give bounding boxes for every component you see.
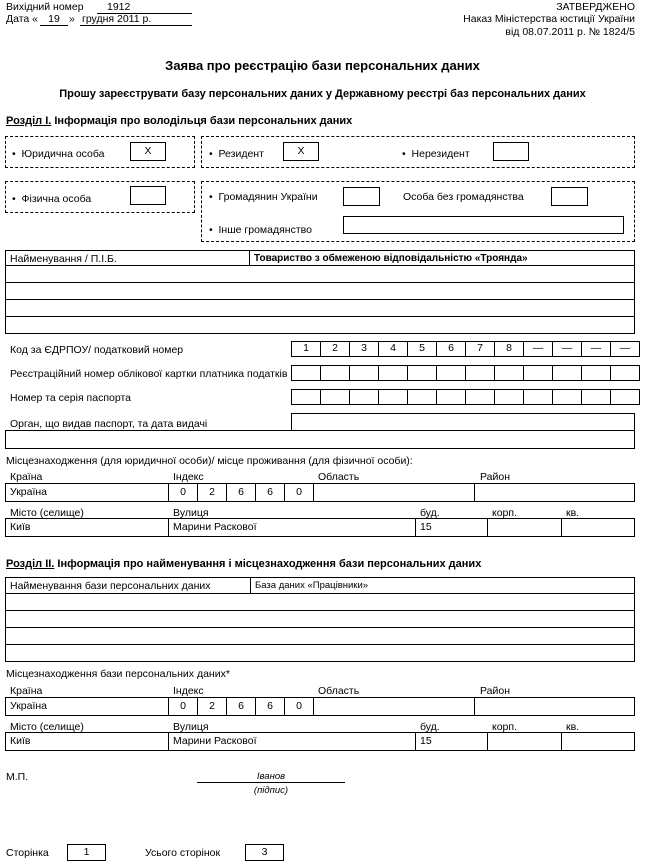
index-label: Індекс [173,685,204,697]
date-mid: » [69,13,75,25]
date-month-year: грудня 2011 р. [80,13,192,26]
db-name-label: Найменування бази персональних даних [10,580,211,592]
order-line-2: від 08.07.2011 р. № 1824/5 [505,26,635,38]
section2-heading [6,558,481,570]
district-value[interactable] [474,697,635,716]
index-label: Індекс [173,471,204,483]
city-label: Місто (селище) [10,507,84,519]
passport-digit[interactable] [552,389,582,405]
tax-card-digit[interactable] [465,365,495,381]
edrpou-digit[interactable]: 6 [436,341,466,357]
other-citizenship-input[interactable] [343,216,624,234]
edrpou-label: Код за ЄДРПОУ/ податковий номер [10,344,184,356]
section1-heading [6,115,352,127]
city-value[interactable]: Київ [5,732,169,751]
nonresident-label: • Нерезидент [402,148,470,160]
name-label: Найменування / П.І.Б. [10,253,117,265]
outgoing-number-label: Вихідний номер [6,1,84,13]
passport-digit[interactable] [523,389,553,405]
other-citizenship-label: • Інше громадянство [209,224,312,236]
section1-heading-text: Інформація про володільця бази персональних даних [54,115,353,127]
page-number-label: Сторінка [6,847,49,859]
passport-digit[interactable] [494,389,524,405]
passport-digit[interactable] [291,389,321,405]
legal-person-label: • Юридична особа [12,148,105,160]
tax-card-digit[interactable] [378,365,408,381]
edrpou-digit[interactable]: — [523,341,553,357]
country-value[interactable]: Україна [5,483,169,502]
db-name-row-4[interactable] [5,627,635,645]
passport-digit[interactable] [436,389,466,405]
citizen-label: • Громадянин України [209,191,318,203]
passport-issuer-input[interactable] [291,413,635,431]
index-digit[interactable]: 2 [197,697,227,716]
index-digit[interactable]: 0 [168,697,198,716]
stateless-checkbox[interactable] [551,187,588,206]
individual-checkbox[interactable] [130,186,166,205]
name-extra-row-2[interactable] [5,282,635,300]
db-name-label-cell [5,577,251,594]
tax-card-digit[interactable] [494,365,524,381]
korp-label: корп. [492,721,517,733]
approved-label: ЗАТВЕРДЖЕНО [556,1,635,13]
passport-digit[interactable] [349,389,379,405]
korp-value[interactable] [487,732,562,751]
individual-label: • Фізична особа [12,193,92,205]
total-pages-value[interactable]: 3 [245,844,284,861]
apt-label: кв. [566,507,580,519]
region-label: Область [318,685,360,697]
name-label-cell [5,250,250,266]
index-digit[interactable]: 2 [197,483,227,502]
section2-heading-prefix: Розділ ІІ. [6,558,55,570]
db-name-row-2[interactable] [5,593,635,611]
index-digit[interactable]: 6 [226,697,256,716]
resident-text: Резидент [218,148,264,160]
index-digit[interactable]: 6 [226,483,256,502]
tax-card-digit[interactable] [407,365,437,381]
passport-issuer-row-2[interactable] [5,430,635,449]
building-value[interactable]: 15 [415,518,488,537]
edrpou-digit[interactable]: 8 [494,341,524,357]
edrpou-digit[interactable]: 5 [407,341,437,357]
region-value[interactable] [313,697,475,716]
index-digit[interactable]: 6 [255,697,285,716]
date-label: Дата « [6,13,39,25]
signature-name: Іванов [197,771,345,783]
passport-digit[interactable] [581,389,611,405]
tax-card-digit[interactable] [523,365,553,381]
name-value: Товариство з обмеженою відповідальністю «Троянда» [254,253,528,264]
edrpou-digit[interactable]: 3 [349,341,379,357]
resident-checkbox[interactable]: Х [283,142,319,161]
country-value[interactable]: Україна [5,697,169,716]
db-name-row-5[interactable] [5,644,635,662]
street-value[interactable]: Марини Раскової [168,518,416,537]
order-line-1: Наказ Міністерства юстиції України [463,13,635,25]
total-pages-label: Усього сторінок [145,847,221,859]
edrpou-digit[interactable]: 7 [465,341,495,357]
section1-heading-prefix: Розділ І. [6,115,52,127]
stateless-label: Особа без громадянства [403,191,524,203]
edrpou-digit[interactable]: — [581,341,611,357]
page-subtitle: Прошу зареєструвати базу персональних даних у Державному реєстрі баз персональних даних [59,88,586,100]
passport-issuer-label: Орган, що видав паспорт, та дата видачі [10,418,208,430]
index-digit[interactable]: 0 [284,483,314,502]
tax-card-label: Реєстраційний номер облікової картки платника податків [10,368,288,380]
page-number-value[interactable]: 1 [67,844,106,861]
tax-card-digit[interactable] [349,365,379,381]
nonresident-text: Нерезидент [411,148,470,160]
edrpou-digit[interactable]: — [610,341,640,357]
db-name-value: База даних «Працівники» [255,580,369,591]
street-label: Вулиця [173,507,209,519]
legal-person-text: Юридична особа [21,148,105,160]
index-digit[interactable]: 6 [255,483,285,502]
other-citizenship-text: Інше громадянство [218,224,312,236]
individual-text: Фізична особа [21,193,92,205]
outgoing-number-value: 1912 [97,1,192,14]
region-label: Область [318,471,360,483]
district-label: Район [480,471,510,483]
city-value[interactable]: Київ [5,518,169,537]
citizen-text: Громадянин України [218,191,318,203]
edrpou-digit[interactable]: 4 [378,341,408,357]
tax-card-digit[interactable] [581,365,611,381]
signature-caption: (підпис) [253,785,289,796]
tax-card-digit[interactable] [320,365,350,381]
legal-person-checkbox[interactable]: Х [130,142,166,161]
building-label: буд. [420,507,440,519]
tax-card-digit[interactable] [610,365,640,381]
resident-label: • Резидент [209,148,264,160]
name-extra-row-1[interactable] [5,265,635,283]
index-digit[interactable]: 0 [168,483,198,502]
name-extra-row-3[interactable] [5,299,635,317]
db-name-row-3[interactable] [5,610,635,628]
edrpou-digit[interactable]: — [552,341,582,357]
korp-value[interactable] [487,518,562,537]
db-name-value-cell[interactable] [250,577,635,594]
owner-location-label: Місцезнаходження (для юридичної особи)/ місце проживання (для фізичної особи): [6,455,413,467]
building-label: буд. [420,721,440,733]
apt-value[interactable] [561,518,635,537]
street-value[interactable]: Марини Раскової [168,732,416,751]
street-label: Вулиця [173,721,209,733]
city-label: Місто (селище) [10,721,84,733]
index-digit[interactable]: 0 [284,697,314,716]
passport-digit[interactable] [407,389,437,405]
building-value[interactable]: 15 [415,732,488,751]
date-day: 19 [40,13,68,26]
tax-card-digit[interactable] [552,365,582,381]
edrpou-digit[interactable]: 2 [320,341,350,357]
name-extra-row-4[interactable] [5,316,635,334]
district-label: Район [480,685,510,697]
region-value[interactable] [313,483,475,502]
db-location-label: Місцезнаходження бази персональних даних* [6,668,230,680]
page-title: Заява про реєстрацію бази персональних даних [165,58,480,73]
passport-digit[interactable] [610,389,640,405]
tax-card-digit[interactable] [291,365,321,381]
passport-digit[interactable] [378,389,408,405]
korp-label: корп. [492,507,517,519]
edrpou-digit[interactable]: 1 [291,341,321,357]
section2-heading-text: Інформація про найменування і місцезнаходження бази персональних даних [57,558,482,570]
country-label: Країна [10,685,43,697]
citizen-checkbox[interactable] [343,187,380,206]
nonresident-checkbox[interactable] [493,142,529,161]
apt-label: кв. [566,721,580,733]
name-value-cell[interactable] [249,250,635,266]
stamp-label: М.П. [6,771,29,783]
passport-digit[interactable] [465,389,495,405]
apt-value[interactable] [561,732,635,751]
tax-card-digit[interactable] [436,365,466,381]
passport-digit[interactable] [320,389,350,405]
passport-label: Номер та серія паспорта [10,392,131,404]
district-value[interactable] [474,483,635,502]
country-label: Країна [10,471,43,483]
